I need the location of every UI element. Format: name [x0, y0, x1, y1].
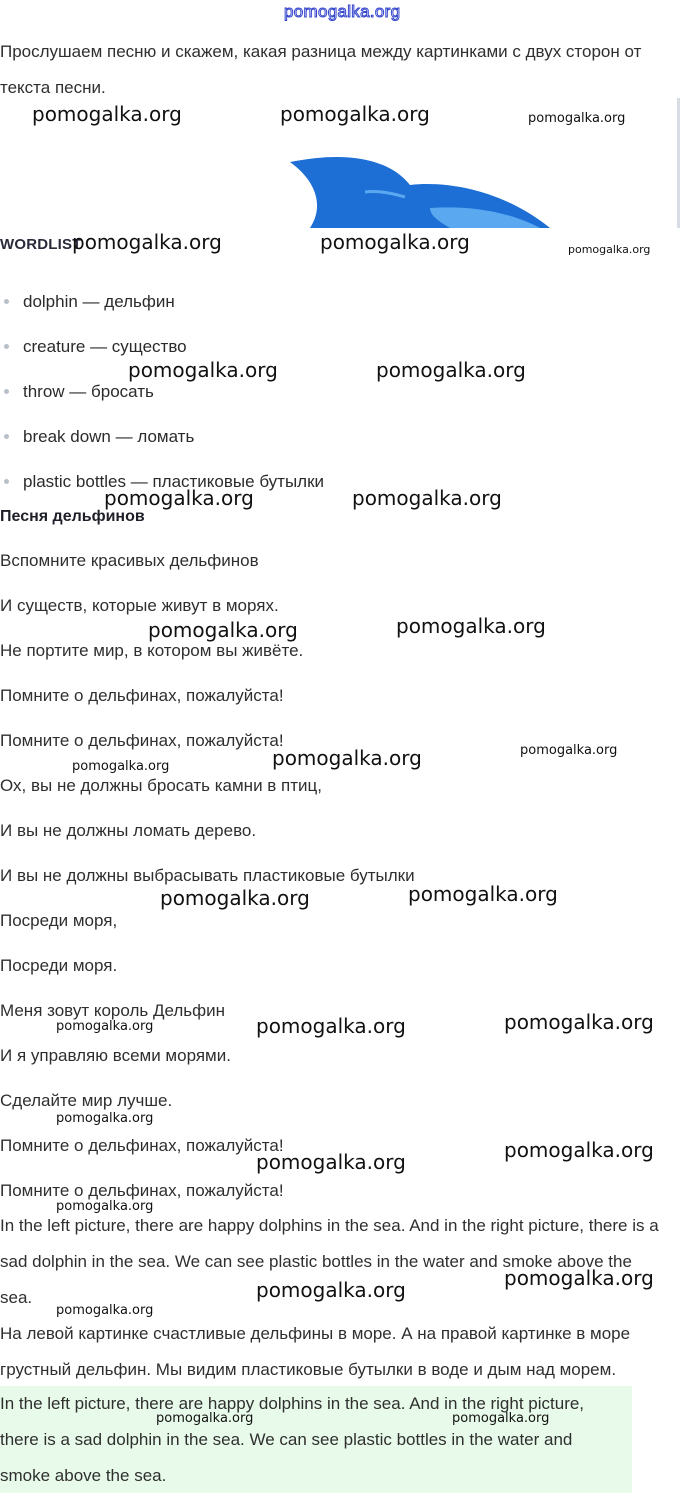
bullet-icon	[4, 479, 9, 484]
watermark: pomogalka.org	[320, 230, 470, 254]
watermark: pomogalka.org	[568, 243, 651, 256]
list-item-text: throw — бросать	[23, 382, 154, 401]
song-line: Меня зовут король Дельфин	[0, 1001, 226, 1020]
watermark: pomogalka.org	[376, 358, 526, 382]
watermark: pomogalka.org	[452, 1411, 550, 1426]
bullet-icon	[4, 344, 9, 349]
watermark: pomogalka.org	[56, 1019, 154, 1034]
watermark: pomogalka.org	[160, 886, 310, 910]
watermark: pomogalka.org	[56, 1199, 154, 1214]
song-line: Ох, вы не должны бросать камни в птиц,	[0, 776, 322, 795]
song-line: Не портите мир, в котором вы живёте.	[0, 641, 304, 660]
song-line: И вы не должны выбрасывать пластиковые бутылки	[0, 866, 415, 885]
watermark: pomogalka.org	[32, 102, 182, 126]
watermark: pomogalka.org	[72, 759, 170, 774]
watermark: pomogalka.org	[256, 1014, 406, 1038]
watermark: pomogalka.org	[56, 1111, 154, 1126]
song-line: И вы не должны ломать дерево.	[0, 821, 257, 840]
watermark: pomogalka.org	[104, 486, 254, 510]
list-item	[0, 292, 175, 312]
song-line: Помните о дельфинах, пожалуйста!	[0, 686, 284, 705]
answer-box-text: In the left picture, there are happy dolphins in the sea. And in the right picture, there is a sad dolphin in the sea. We can see plastic bottles in the water and smoke above the sea.	[0, 1394, 585, 1485]
list-item	[0, 337, 187, 357]
watermark: pomogalka.org	[280, 102, 430, 126]
song-line: Помните о дельфинах, пожалуйста!	[0, 731, 284, 750]
answer-english: In the left picture, there are happy dolphins in the sea. And in the right picture, there is a sad dolphin in the sea. We can see plastic bottles in the water and smoke above the sea.	[0, 1216, 659, 1307]
song-line: Помните о дельфинах, пожалуйста!	[0, 1181, 284, 1200]
dolphin-fin-image	[280, 150, 570, 230]
bullet-icon	[4, 299, 9, 304]
watermark: pomogalka.org	[504, 1138, 654, 1162]
list-item-text: creature — существо	[23, 337, 187, 356]
watermark: pomogalka.org	[156, 1411, 254, 1426]
watermark: pomogalka.org	[72, 230, 222, 254]
watermark: pomogalka.org	[396, 614, 546, 638]
watermark: pomogalka.org	[504, 1266, 654, 1290]
watermark: pomogalka.org	[528, 111, 626, 126]
song-line: Помните о дельфинах, пожалуйста!	[0, 1136, 284, 1155]
intro-text: Прослушаем песню и скажем, какая разница между картинками с двух сторон от текста песни.	[0, 42, 642, 97]
list-item-text: dolphin — дельфин	[23, 292, 175, 311]
watermark: pomogalka.org	[256, 1150, 406, 1174]
song-line: Посреди моря,	[0, 911, 118, 930]
song-line: Вспомните красивых дельфинов	[0, 551, 259, 570]
watermark: pomogalka.org	[352, 486, 502, 510]
watermark: pomogalka.org	[148, 618, 298, 642]
list-item-text: break down — ломать	[23, 427, 195, 446]
song-title: Песня дельфинов	[0, 508, 145, 525]
header-watermark: pomogalka.org	[284, 2, 401, 21]
bullet-icon	[4, 389, 9, 394]
watermark: pomogalka.org	[520, 743, 618, 758]
list-item-text: plastic bottles — пластиковые бутылки	[23, 472, 325, 491]
list-item	[0, 382, 154, 402]
watermark: pomogalka.org	[504, 1010, 654, 1034]
bullet-icon	[4, 434, 9, 439]
song-line: И существ, которые живут в морях.	[0, 596, 279, 615]
song-line: И я управляю всеми морями.	[0, 1046, 231, 1065]
watermark: pomogalka.org	[128, 358, 278, 382]
watermark: pomogalka.org	[272, 746, 422, 770]
watermark: pomogalka.org	[408, 882, 558, 906]
watermark: pomogalka.org	[256, 1278, 406, 1302]
watermark: pomogalka.org	[56, 1303, 154, 1318]
wordlist-title: WORDLIST	[0, 236, 82, 253]
song-line: Сделайте мир лучше.	[0, 1091, 173, 1110]
song-line: Посреди моря.	[0, 956, 118, 975]
answer-russian: На левой картинке счастливые дельфины в море. А на правой картинке в море грустный дельфин. Мы видим пластиковые бутылки в воде и дым над морем.	[0, 1324, 631, 1379]
list-item	[0, 427, 194, 447]
